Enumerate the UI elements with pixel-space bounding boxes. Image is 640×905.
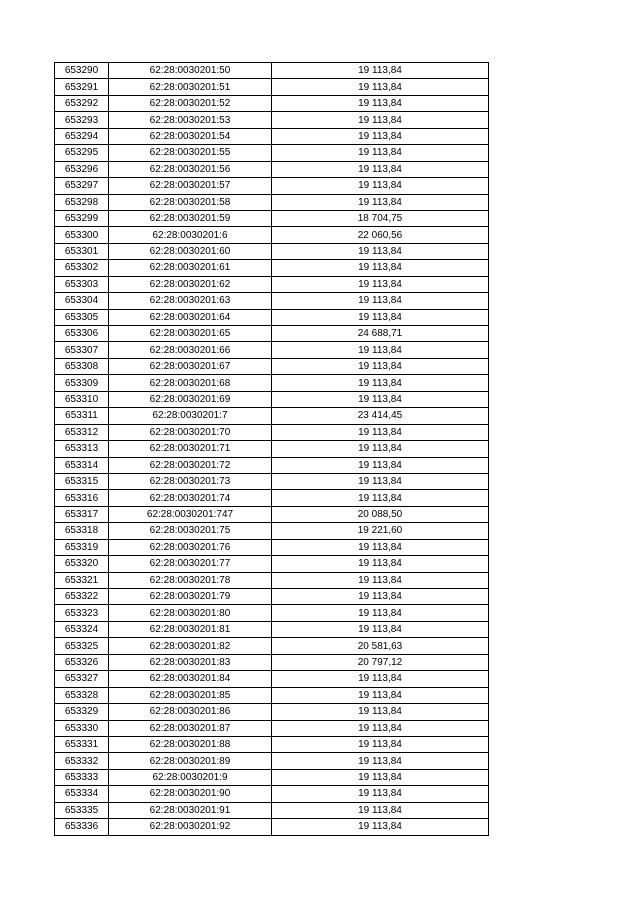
table-row xyxy=(55,424,489,440)
table-row xyxy=(55,293,489,309)
table-row xyxy=(55,687,489,703)
value-cell: 19 113,84 xyxy=(272,687,489,703)
row-number-cell: 653318 xyxy=(55,523,109,539)
table-row xyxy=(55,556,489,572)
row-number-cell: 653325 xyxy=(55,638,109,654)
table-row xyxy=(55,753,489,769)
cadastral-number-cell: 62:28:0030201:56 xyxy=(109,161,272,177)
row-number-cell: 653308 xyxy=(55,358,109,374)
cadastral-number-cell: 62:28:0030201:68 xyxy=(109,375,272,391)
value-cell: 19 113,84 xyxy=(272,194,489,210)
table-row xyxy=(55,523,489,539)
cadastral-number-cell: 62:28:0030201:74 xyxy=(109,490,272,506)
table-row xyxy=(55,391,489,407)
row-number-cell: 653328 xyxy=(55,687,109,703)
value-cell: 20 088,50 xyxy=(272,506,489,522)
value-cell: 18 704,75 xyxy=(272,210,489,226)
cadastral-number-cell: 62:28:0030201:82 xyxy=(109,638,272,654)
table-row xyxy=(55,210,489,226)
value-cell: 19 113,84 xyxy=(272,375,489,391)
value-cell: 19 113,84 xyxy=(272,671,489,687)
value-cell: 19 113,84 xyxy=(272,736,489,752)
row-number-cell: 653332 xyxy=(55,753,109,769)
cadastral-number-cell: 62:28:0030201:65 xyxy=(109,326,272,342)
cadastral-number-cell: 62:28:0030201:73 xyxy=(109,473,272,489)
row-number-cell: 653303 xyxy=(55,276,109,292)
value-cell: 22 060,56 xyxy=(272,227,489,243)
table-row xyxy=(55,539,489,555)
value-cell: 19 113,84 xyxy=(272,441,489,457)
row-number-cell: 653314 xyxy=(55,457,109,473)
row-number-cell: 653331 xyxy=(55,736,109,752)
value-cell: 19 113,84 xyxy=(272,556,489,572)
table-row xyxy=(55,375,489,391)
row-number-cell: 653306 xyxy=(55,326,109,342)
value-cell: 19 113,84 xyxy=(272,161,489,177)
table-row xyxy=(55,326,489,342)
value-cell: 19 113,84 xyxy=(272,309,489,325)
row-number-cell: 653293 xyxy=(55,112,109,128)
cadastral-number-cell: 62:28:0030201:77 xyxy=(109,556,272,572)
cadastral-number-cell: 62:28:0030201:53 xyxy=(109,112,272,128)
cadastral-number-cell: 62:28:0030201:52 xyxy=(109,95,272,111)
cadastral-number-cell: 62:28:0030201:84 xyxy=(109,671,272,687)
row-number-cell: 653330 xyxy=(55,720,109,736)
cadastral-number-cell: 62:28:0030201:6 xyxy=(109,227,272,243)
row-number-cell: 653295 xyxy=(55,145,109,161)
table-row xyxy=(55,63,489,79)
cadastral-number-cell: 62:28:0030201:67 xyxy=(109,358,272,374)
row-number-cell: 653297 xyxy=(55,178,109,194)
table-row xyxy=(55,457,489,473)
cadastral-number-cell: 62:28:0030201:92 xyxy=(109,819,272,835)
value-cell: 19 113,84 xyxy=(272,260,489,276)
row-number-cell: 653322 xyxy=(55,589,109,605)
table-row xyxy=(55,309,489,325)
row-number-cell: 653323 xyxy=(55,605,109,621)
cadastral-number-cell: 62:28:0030201:79 xyxy=(109,589,272,605)
value-cell: 19 113,84 xyxy=(272,457,489,473)
row-number-cell: 653316 xyxy=(55,490,109,506)
cadastral-number-cell: 62:28:0030201:83 xyxy=(109,654,272,670)
row-number-cell: 653290 xyxy=(55,63,109,79)
table-row xyxy=(55,572,489,588)
row-number-cell: 653315 xyxy=(55,473,109,489)
value-cell: 19 113,84 xyxy=(272,753,489,769)
row-number-cell: 653335 xyxy=(55,802,109,818)
cadastral-number-cell: 62:28:0030201:76 xyxy=(109,539,272,555)
row-number-cell: 653329 xyxy=(55,704,109,720)
cadastral-number-cell: 62:28:0030201:63 xyxy=(109,293,272,309)
row-number-cell: 653311 xyxy=(55,408,109,424)
value-cell: 19 113,84 xyxy=(272,605,489,621)
cadastral-number-cell: 62:28:0030201:9 xyxy=(109,769,272,785)
cadastral-number-cell: 62:28:0030201:59 xyxy=(109,210,272,226)
value-cell: 19 221,60 xyxy=(272,523,489,539)
cadastral-number-cell: 62:28:0030201:91 xyxy=(109,802,272,818)
row-number-cell: 653304 xyxy=(55,293,109,309)
table-row xyxy=(55,161,489,177)
table-row xyxy=(55,194,489,210)
value-cell: 19 113,84 xyxy=(272,621,489,637)
row-number-cell: 653336 xyxy=(55,819,109,835)
data-table-body xyxy=(55,63,489,836)
table-row xyxy=(55,260,489,276)
table-row xyxy=(55,95,489,111)
table-row xyxy=(55,473,489,489)
row-number-cell: 653301 xyxy=(55,243,109,259)
table-row xyxy=(55,178,489,194)
row-number-cell: 653324 xyxy=(55,621,109,637)
value-cell: 19 113,84 xyxy=(272,342,489,358)
cadastral-number-cell: 62:28:0030201:88 xyxy=(109,736,272,752)
row-number-cell: 653326 xyxy=(55,654,109,670)
row-number-cell: 653310 xyxy=(55,391,109,407)
cadastral-number-cell: 62:28:0030201:72 xyxy=(109,457,272,473)
cadastral-number-cell: 62:28:0030201:61 xyxy=(109,260,272,276)
value-cell: 19 113,84 xyxy=(272,79,489,95)
row-number-cell: 653305 xyxy=(55,309,109,325)
value-cell: 20 797,12 xyxy=(272,654,489,670)
cadastral-number-cell: 62:28:0030201:54 xyxy=(109,128,272,144)
row-number-cell: 653312 xyxy=(55,424,109,440)
value-cell: 19 113,84 xyxy=(272,63,489,79)
table-row xyxy=(55,605,489,621)
table-row xyxy=(55,276,489,292)
table-row xyxy=(55,671,489,687)
row-number-cell: 653313 xyxy=(55,441,109,457)
cadastral-number-cell: 62:28:0030201:80 xyxy=(109,605,272,621)
row-number-cell: 653320 xyxy=(55,556,109,572)
row-number-cell: 653319 xyxy=(55,539,109,555)
cadastral-number-cell: 62:28:0030201:71 xyxy=(109,441,272,457)
value-cell: 19 113,84 xyxy=(272,539,489,555)
row-number-cell: 653334 xyxy=(55,786,109,802)
row-number-cell: 653307 xyxy=(55,342,109,358)
table-row xyxy=(55,786,489,802)
table-row xyxy=(55,720,489,736)
row-number-cell: 653296 xyxy=(55,161,109,177)
table-row xyxy=(55,128,489,144)
cadastral-number-cell: 62:28:0030201:70 xyxy=(109,424,272,440)
table-row xyxy=(55,243,489,259)
value-cell: 19 113,84 xyxy=(272,473,489,489)
table-row xyxy=(55,769,489,785)
value-cell: 19 113,84 xyxy=(272,358,489,374)
value-cell: 19 113,84 xyxy=(272,276,489,292)
value-cell: 19 113,84 xyxy=(272,704,489,720)
row-number-cell: 653302 xyxy=(55,260,109,276)
value-cell: 19 113,84 xyxy=(272,819,489,835)
table-row xyxy=(55,145,489,161)
cadastral-number-cell: 62:28:0030201:51 xyxy=(109,79,272,95)
cadastral-number-cell: 62:28:0030201:50 xyxy=(109,63,272,79)
row-number-cell: 653300 xyxy=(55,227,109,243)
table-row xyxy=(55,506,489,522)
table-row xyxy=(55,79,489,95)
row-number-cell: 653333 xyxy=(55,769,109,785)
table-row xyxy=(55,112,489,128)
value-cell: 20 581,63 xyxy=(272,638,489,654)
value-cell: 19 113,84 xyxy=(272,572,489,588)
cadastral-number-cell: 62:28:0030201:64 xyxy=(109,309,272,325)
table-row xyxy=(55,408,489,424)
row-number-cell: 653294 xyxy=(55,128,109,144)
row-number-cell: 653299 xyxy=(55,210,109,226)
data-table xyxy=(54,62,489,836)
table-row xyxy=(55,802,489,818)
value-cell: 19 113,84 xyxy=(272,769,489,785)
cadastral-number-cell: 62:28:0030201:78 xyxy=(109,572,272,588)
cadastral-number-cell: 62:28:0030201:62 xyxy=(109,276,272,292)
value-cell: 24 688,71 xyxy=(272,326,489,342)
cadastral-number-cell: 62:28:0030201:90 xyxy=(109,786,272,802)
table-row xyxy=(55,358,489,374)
table-row xyxy=(55,227,489,243)
table-row xyxy=(55,490,489,506)
value-cell: 19 113,84 xyxy=(272,720,489,736)
value-cell: 19 113,84 xyxy=(272,424,489,440)
cadastral-number-cell: 62:28:0030201:7 xyxy=(109,408,272,424)
value-cell: 19 113,84 xyxy=(272,786,489,802)
row-number-cell: 653298 xyxy=(55,194,109,210)
cadastral-number-cell: 62:28:0030201:747 xyxy=(109,506,272,522)
value-cell: 19 113,84 xyxy=(272,178,489,194)
table-row xyxy=(55,704,489,720)
value-cell: 19 113,84 xyxy=(272,293,489,309)
table-row xyxy=(55,819,489,835)
row-number-cell: 653317 xyxy=(55,506,109,522)
row-number-cell: 653321 xyxy=(55,572,109,588)
cadastral-number-cell: 62:28:0030201:55 xyxy=(109,145,272,161)
cadastral-number-cell: 62:28:0030201:75 xyxy=(109,523,272,539)
row-number-cell: 653309 xyxy=(55,375,109,391)
cadastral-number-cell: 62:28:0030201:66 xyxy=(109,342,272,358)
value-cell: 19 113,84 xyxy=(272,490,489,506)
cadastral-number-cell: 62:28:0030201:89 xyxy=(109,753,272,769)
value-cell: 19 113,84 xyxy=(272,95,489,111)
cadastral-number-cell: 62:28:0030201:60 xyxy=(109,243,272,259)
table-row xyxy=(55,342,489,358)
row-number-cell: 653292 xyxy=(55,95,109,111)
cadastral-number-cell: 62:28:0030201:69 xyxy=(109,391,272,407)
table-row xyxy=(55,736,489,752)
cadastral-number-cell: 62:28:0030201:58 xyxy=(109,194,272,210)
row-number-cell: 653291 xyxy=(55,79,109,95)
table-row xyxy=(55,589,489,605)
cadastral-number-cell: 62:28:0030201:85 xyxy=(109,687,272,703)
value-cell: 19 113,84 xyxy=(272,391,489,407)
cadastral-number-cell: 62:28:0030201:86 xyxy=(109,704,272,720)
table-row xyxy=(55,621,489,637)
cadastral-number-cell: 62:28:0030201:87 xyxy=(109,720,272,736)
cadastral-number-cell: 62:28:0030201:81 xyxy=(109,621,272,637)
value-cell: 19 113,84 xyxy=(272,802,489,818)
value-cell: 19 113,84 xyxy=(272,589,489,605)
value-cell: 19 113,84 xyxy=(272,128,489,144)
table-row xyxy=(55,441,489,457)
value-cell: 23 414,45 xyxy=(272,408,489,424)
table-row xyxy=(55,654,489,670)
value-cell: 19 113,84 xyxy=(272,112,489,128)
table-row xyxy=(55,638,489,654)
cadastral-number-cell: 62:28:0030201:57 xyxy=(109,178,272,194)
row-number-cell: 653327 xyxy=(55,671,109,687)
value-cell: 19 113,84 xyxy=(272,145,489,161)
value-cell: 19 113,84 xyxy=(272,243,489,259)
